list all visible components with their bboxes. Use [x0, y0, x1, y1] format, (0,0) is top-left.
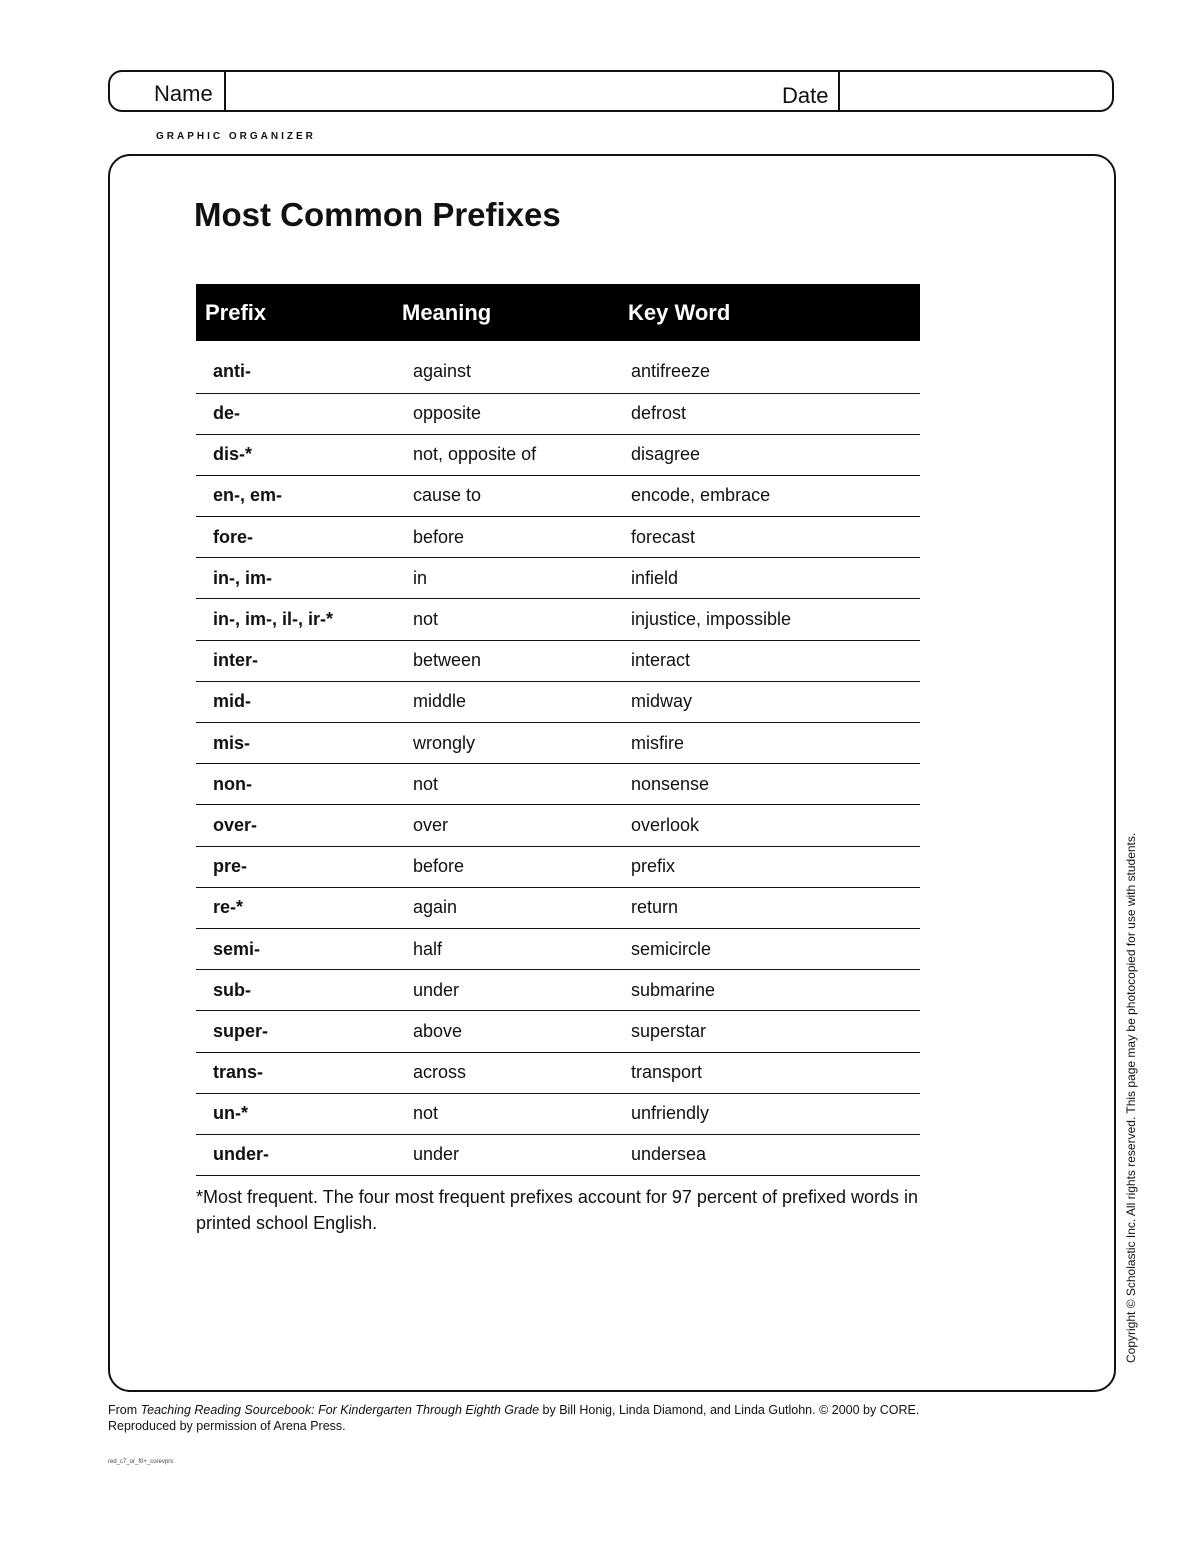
- meaning-cell: before: [413, 856, 465, 877]
- table-row: [196, 1134, 920, 1175]
- table-row: [196, 341, 920, 393]
- prefix-cell: in-, im-: [213, 567, 272, 588]
- table-row: [196, 846, 920, 887]
- meaning-cell: under: [413, 979, 460, 1000]
- page-title: Most Common Prefixes: [194, 196, 561, 233]
- key-word-cell: infield: [631, 567, 679, 588]
- prefix-cell: anti-: [213, 361, 251, 382]
- source-permission: Reproduced by permission of Arena Press.: [108, 1419, 346, 1433]
- table-row: [196, 393, 920, 434]
- name-date-bar: [108, 70, 1114, 112]
- meaning-cell: across: [413, 1062, 467, 1083]
- key-word-cell: disagree: [631, 444, 701, 465]
- prefix-cell: mis-: [213, 732, 251, 753]
- footnote: *Most frequent. The four most frequent prefixes account for 97 percent of prefixed words in printed school English.: [196, 1187, 919, 1233]
- meaning-cell: between: [413, 650, 482, 671]
- key-word-cell: unfriendly: [631, 1103, 710, 1124]
- key-word-cell: prefix: [631, 856, 676, 877]
- key-word-cell: overlook: [631, 814, 700, 835]
- table-row: [196, 475, 920, 516]
- prefix-cell: sub-: [213, 979, 251, 1000]
- table-header-row: [196, 284, 920, 341]
- prefix-cell: over-: [213, 814, 258, 835]
- table-row: [196, 764, 920, 805]
- key-word-cell: nonsense: [631, 773, 710, 794]
- table-row: [196, 887, 920, 928]
- prefix-cell: de-: [213, 403, 240, 424]
- date-divider: [838, 72, 840, 110]
- prefix-cell: inter-: [213, 650, 258, 671]
- table-row: [196, 928, 920, 969]
- key-word-cell: antifreeze: [631, 361, 711, 382]
- table-row: [196, 723, 920, 764]
- meaning-cell: cause to: [413, 485, 482, 506]
- key-word-cell: submarine: [631, 979, 716, 1000]
- prefix-cell: pre-: [213, 856, 248, 877]
- meaning-cell: wrongly: [413, 732, 476, 753]
- column-header-prefix: Prefix: [205, 299, 267, 325]
- source-prefix: From: [108, 1403, 141, 1417]
- prefix-cell: un-*: [213, 1103, 248, 1124]
- meaning-cell: before: [413, 526, 465, 547]
- meaning-cell: not, opposite of: [413, 444, 537, 465]
- table-row: [196, 640, 920, 681]
- key-word-cell: transport: [631, 1062, 703, 1083]
- table-row: [196, 681, 920, 722]
- prefix-cell: in-, im-, il-, ir-*: [213, 609, 333, 630]
- prefix-cell: under-: [213, 1144, 269, 1165]
- meaning-cell: not: [413, 609, 439, 630]
- prefix-cell: trans-: [213, 1062, 264, 1083]
- meaning-cell: not: [413, 1103, 439, 1124]
- prefix-table: [196, 284, 920, 1176]
- key-word-cell: semicircle: [631, 938, 712, 959]
- meaning-cell: not: [413, 773, 439, 794]
- graphic-organizer-label: GRAPHIC ORGANIZER: [156, 131, 316, 142]
- file-code: red_c7_or_f0+_corevprs: [108, 1459, 174, 1465]
- meaning-cell: under: [413, 1144, 460, 1165]
- meaning-cell: again: [413, 897, 458, 918]
- key-word-cell: forecast: [631, 526, 696, 547]
- prefix-cell: dis-*: [213, 444, 253, 465]
- column-header-key-word: Key Word: [628, 299, 731, 325]
- name-divider: [224, 72, 226, 110]
- meaning-cell: above: [413, 1020, 463, 1041]
- table-row: [196, 1011, 920, 1052]
- key-word-cell: interact: [631, 650, 691, 671]
- key-word-cell: misfire: [631, 732, 684, 753]
- key-word-cell: undersea: [631, 1144, 707, 1165]
- table-row: [196, 558, 920, 599]
- table-row: [196, 517, 920, 558]
- meaning-cell: over: [413, 814, 449, 835]
- key-word-cell: superstar: [631, 1020, 707, 1041]
- table-row: [196, 805, 920, 846]
- prefix-cell: fore-: [213, 526, 253, 547]
- table-row: [196, 1052, 920, 1093]
- key-word-cell: encode, embrace: [631, 485, 771, 506]
- name-field[interactable]: [230, 74, 774, 110]
- meaning-cell: half: [413, 938, 443, 959]
- key-word-cell: return: [631, 897, 679, 918]
- date-label: Date: [782, 83, 829, 108]
- table-row: [196, 1093, 920, 1134]
- prefix-cell: mid-: [213, 691, 251, 712]
- prefix-cell: non-: [213, 773, 252, 794]
- source-citation: [108, 1402, 919, 1434]
- meaning-cell: in: [413, 567, 428, 588]
- prefix-cell: super-: [213, 1020, 269, 1041]
- table-row: [196, 599, 920, 640]
- source-authors: by Bill Honig, Linda Diamond, and Linda Gutlohn. © 2000 by CORE.: [539, 1403, 920, 1417]
- meaning-cell: against: [413, 361, 472, 382]
- table-row: [196, 970, 920, 1011]
- column-header-meaning: Meaning: [402, 299, 492, 325]
- meaning-cell: middle: [413, 691, 467, 712]
- prefix-cell: semi-: [213, 938, 261, 959]
- source-book-title: Teaching Reading Sourcebook: For Kindergarten Through Eighth Grade: [140, 1403, 540, 1417]
- prefix-cell: en-, em-: [213, 485, 283, 506]
- key-word-cell: midway: [631, 691, 693, 712]
- name-label: Name: [154, 81, 213, 106]
- date-field[interactable]: [844, 74, 1098, 110]
- meaning-cell: opposite: [413, 403, 482, 424]
- table-row: [196, 434, 920, 475]
- copyright-notice: Copyright © Scholastic Inc. All rights reserved. This page may be photocopied for use with students.: [1124, 832, 1138, 1363]
- key-word-cell: defrost: [631, 403, 687, 424]
- key-word-cell: injustice, impossible: [631, 609, 792, 630]
- prefix-cell: re-*: [213, 897, 244, 918]
